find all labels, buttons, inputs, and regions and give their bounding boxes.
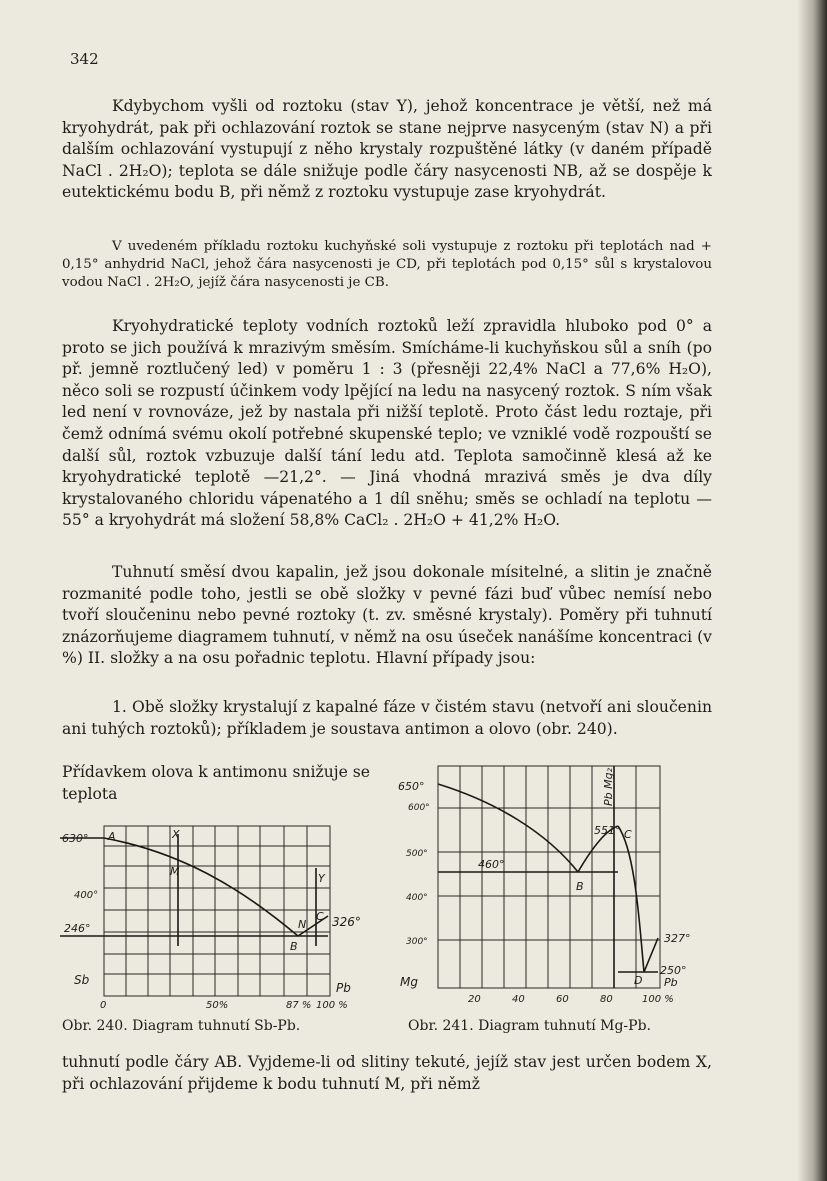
paragraph-3: Kryohydratické teploty vodních roztoků leží zpravidla hluboko pod 0° a proto se jich používá k mrazivým směsím. Smícháme-li kuchyňskou sůl a sníh (po př. jemně roztlučený led) v poměru 1 : 3 (přesněji 22,4% NaCl a 77,6% H₂O), něco soli se rozpustí účinkem vody lpějící na ledu na nasycený roztok. S ním však led není v rovnováze, jež by nastala při nižší teplotě. Proto část ledu roztaje, při čemž odnímá svému okolí potřebné skupenské teplo; ve vzniklé vodě rozpouští se další sůl, roztok vzbuzuje další tání ledu atd. Teplota samočinně klesá až ke kryohydratické teplotě —21,2°. — Jiná vhodná mrazivá směs je dva díly krystalovaného chloridu vápenatého a 1 díl sněhu; směs se ochladí na teplotu —55° a kryohydrát má složení 58,8% CaCl₂ . 2H₂O + 41,2% H₂O. xyxy=(62,317,712,530)
fig241-point-b: B xyxy=(576,880,584,893)
fig240-point-a: A xyxy=(108,830,116,843)
fig241-point-c: C xyxy=(624,828,632,841)
fig241-xlabel-40: 40 xyxy=(512,994,525,1005)
fig241-ylabel-400: 400° xyxy=(406,893,428,903)
fig241-xlabel-60: 60 xyxy=(556,994,569,1005)
liquidus-mg-b-curve xyxy=(438,784,578,872)
fig240-left-component: Sb xyxy=(74,973,90,987)
fig241-right-component: Pb xyxy=(664,976,678,989)
figure-241-grid xyxy=(438,766,660,988)
fig241-compound-label: Pb Mg₂ xyxy=(602,768,615,806)
fig241-ylabel-600: 600° xyxy=(408,803,430,813)
paragraph-6: tuhnutí podle čáry AB. Vyjdeme-li od slitiny tekuté, jejíž stav jest určen bodem X, při ochlazování přijdeme k bodu tuhnutí M, při němž xyxy=(62,1053,712,1093)
fig240-point-x: X xyxy=(172,828,180,841)
figure-240-caption: Obr. 240. Diagram tuhnutí Sb-Pb. xyxy=(62,1018,301,1034)
fig241-annotation-250: 250° xyxy=(660,964,687,977)
fig241-xlabel-100: 100 % xyxy=(642,994,674,1005)
fig241-annotation-460: 460° xyxy=(478,858,505,871)
fig241-annotation-327: 327° xyxy=(664,932,691,945)
fig241-ylabel-500: 500° xyxy=(406,849,428,859)
figure-240-diagram xyxy=(60,812,380,1012)
figure-240-grid xyxy=(104,826,330,996)
fig241-xlabel-80: 80 xyxy=(600,994,613,1005)
fig240-xlabel-100: 100 % xyxy=(316,1000,348,1011)
liquidus-ab-curve xyxy=(104,838,298,936)
fig240-point-y: Y xyxy=(318,872,325,885)
fig240-annotation-326: 326° xyxy=(332,915,361,929)
paragraph-1: Kdybychom vyšli od roztoku (stav Y), jehož koncentrace je větší, než má kryohydrát, pak při ochlazování roztok se stane nejprve nasyceným (stav N) a při dalším ochlazování vystupují z něho krystaly rozpuštěné látky (v daném případě NaCl . 2H₂O); teplota se dále snižuje podle čáry nasycenosti NB, až se dospěje k eutektickému bodu B, při němž z roztoku vystupuje zase kryohydrát. xyxy=(62,97,712,202)
page-number: 342 xyxy=(70,50,99,68)
fig240-point-c: C xyxy=(316,910,324,923)
fig241-xlabel-20: 20 xyxy=(468,994,481,1005)
paragraph-5-continued: Přídavkem olova k antimonu snižuje se teplota xyxy=(62,763,371,803)
fig240-right-component: Pb xyxy=(336,981,351,995)
fig241-ylabel-300: 300° xyxy=(406,937,428,947)
fig241-ylabel-650: 650° xyxy=(398,780,425,793)
fig240-point-n: N xyxy=(298,918,307,931)
fig240-xlabel-87: 87 % xyxy=(286,1000,312,1011)
fig240-ylabel-630: 630° xyxy=(62,832,89,845)
paragraph-4: Tuhnutí směsí dvou kapalin, jež jsou dokonale mísitelné, a slitin je značně rozmanité podle toho, jestli se obě složky v pevné fázi buď vůbec nemísí nebo tvoří sloučeninu nebo pevné roztoky (t. zv. směsné krystaly). Poměry při tuhnutí znázorňujeme diagramem tuhnutí, v němž na osu úseček nanášíme koncentraci (v %) II. složky a na osu pořadnic teplotu. Hlavní případy jsou: xyxy=(62,563,712,668)
fig241-point-d: D xyxy=(634,974,643,987)
paragraph-5: 1. Obě složky krystalují z kapalné fáze v čistém stavu (netvoří ani sloučenin ani tuhých roztoků); příkladem je soustava antimon a olovo (obr. 240). xyxy=(62,698,712,738)
fig241-annotation-551: 551° xyxy=(594,824,621,837)
page-edge-shadow xyxy=(797,0,827,1181)
paragraph-2: V uvedeném příkladu roztoku kuchyňské soli vystupuje z roztoku při teplotách nad + 0,15° anhydrid NaCl, jehož čára nasycenosti je CD, při teplotách pod 0,15° sůl s krystalovou vodou NaCl . 2H₂O, jejíž čára nasycenosti je CB. xyxy=(62,239,712,290)
liquidus-d-pb-curve xyxy=(644,938,658,972)
fig240-point-m: M xyxy=(170,865,180,878)
fig241-left-component: Mg xyxy=(400,975,418,989)
fig240-ylabel-246: 246° xyxy=(64,922,91,935)
fig240-point-b: B xyxy=(290,940,298,953)
fig240-xlabel-0: 0 xyxy=(100,1000,107,1011)
fig240-xlabel-50: 50% xyxy=(206,1000,229,1011)
figure-241-diagram xyxy=(396,762,696,1007)
fig240-ylabel-400: 400° xyxy=(74,890,99,901)
figure-241-caption: Obr. 241. Diagram tuhnutí Mg-Pb. xyxy=(408,1018,651,1034)
liquidus-c-d-curve xyxy=(618,826,644,972)
